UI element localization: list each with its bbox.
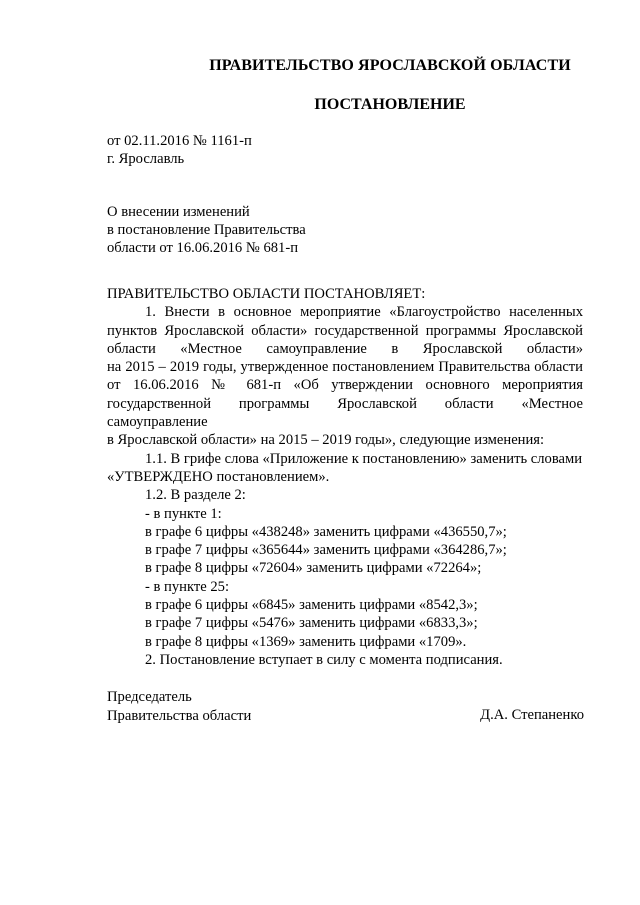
list-item: в графе 8 цифры «72604» заменить цифрами «72264»; [145,560,482,577]
paragraph-line: 1.1. В грифе слова «Приложение к постановлению» заменить словами [145,450,583,467]
paragraph-line: области «Местное самоуправление в Ярославской области» [107,340,583,357]
government-title: ПРАВИТЕЛЬСТВО ЯРОСЛАВСКОЙ ОБЛАСТИ [209,57,571,74]
preamble: ПРАВИТЕЛЬСТВО ОБЛАСТИ ПОСТАНОВЛЯЕТ: [107,286,426,302]
subject-line: области от 16.06.2016 № 681-п [107,240,299,256]
list-item: 1.2. В разделе 2: [145,487,246,504]
position-line: Председатель [107,689,192,705]
paragraph-line: 1. Внести в основное мероприятие «Благоустройство населенных [145,304,583,321]
paragraph-line: в Ярославской области» на 2015 – 2019 годы», следующие изменения: [107,432,545,449]
list-item: в графе 7 цифры «5476» заменить цифрами «6833,3»; [145,615,478,632]
date-number: от 02.11.2016 № 1161-п [107,133,252,149]
city: г. Ярославль [107,151,185,167]
paragraph-line: государственной программы Ярославской области «Местное самоуправление [107,395,583,431]
list-item: в графе 7 цифры «365644» заменить цифрами «364286,7»; [145,542,507,559]
list-item: - в пункте 25: [145,578,230,595]
document-type-title: ПОСТАНОВЛЕНИЕ [314,96,466,113]
signatory-position [107,688,251,725]
list-item: - в пункте 1: [145,505,222,522]
list-item: 2. Постановление вступает в силу с момента подписания. [145,651,503,668]
list-item: в графе 6 цифры «6845» заменить цифрами «8542,3»; [145,597,478,614]
paragraph-line: на 2015 – 2019 годы, утвержденное постановлением Правительства области [107,359,583,376]
paragraph-line: от 16.06.2016 № 681-п «Об утверждении основного мероприятия [107,377,583,394]
subject-line: О внесении изменений [107,204,250,220]
paragraph-line: пунктов Ярославской области» государственной программы Ярославской [107,322,583,339]
list-item: в графе 6 цифры «438248» заменить цифрами «436550,7»; [145,523,507,540]
list-item: в графе 8 цифры «1369» заменить цифрами «1709». [145,633,467,650]
signatory-name: Д.А. Степаненко [480,707,584,723]
subject-line: в постановление Правительства [107,222,306,238]
position-line: Правительства области [107,707,252,724]
document-body [107,285,583,669]
paragraph-line: «УТВЕРЖДЕНО постановлением». [107,468,330,485]
